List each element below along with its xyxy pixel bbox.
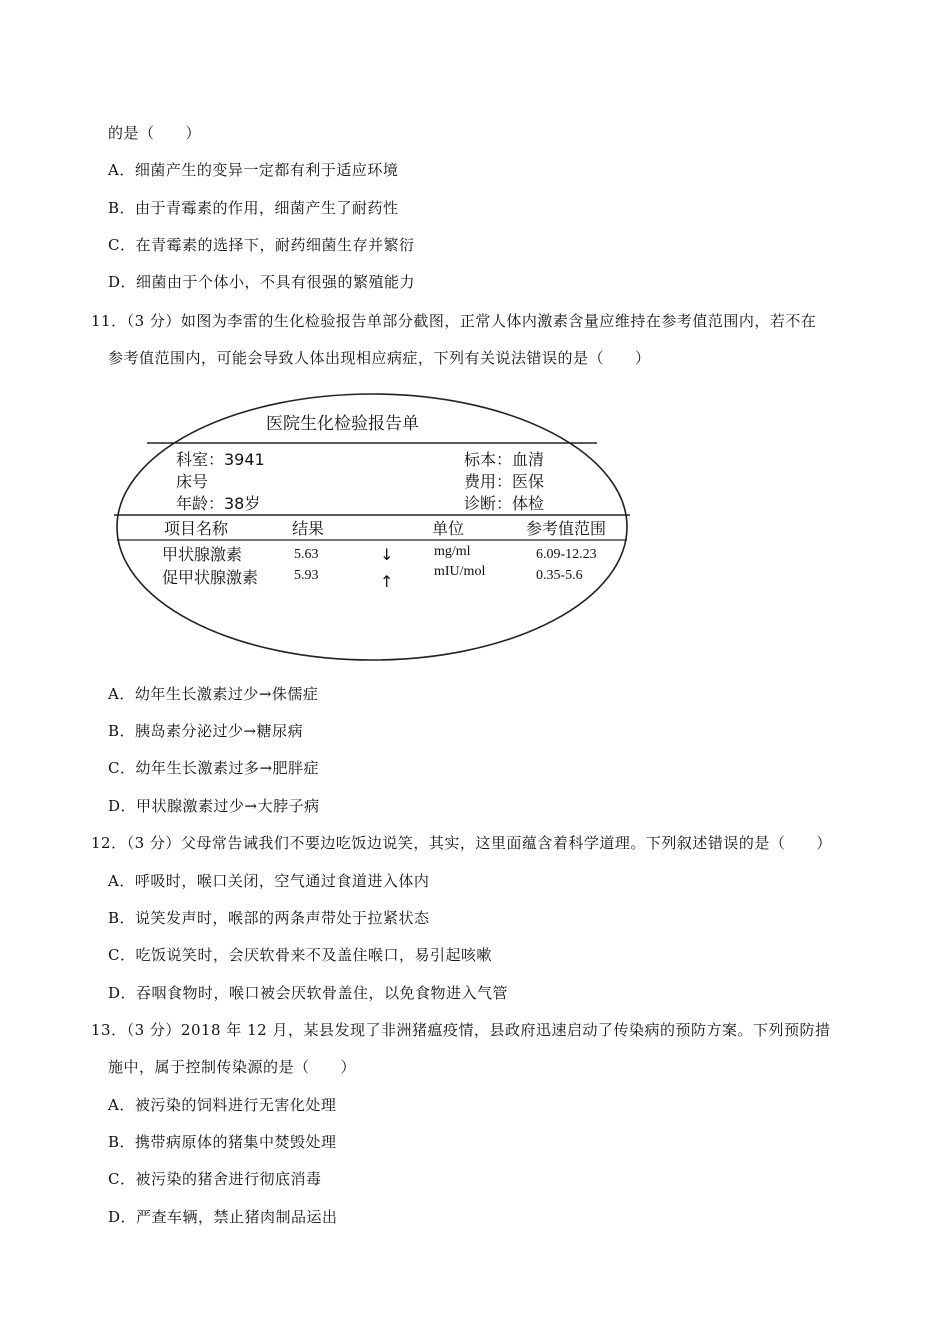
q13-option-d: D．严查车辆，禁止猪肉制品运出: [108, 1208, 338, 1226]
down-arrow-icon: ↓: [380, 545, 394, 564]
report-header-range: 参考值范围: [526, 519, 607, 538]
report-header-unit: 单位: [432, 519, 465, 538]
report-header-item: 项目名称: [164, 519, 229, 538]
q10-option-a: A．细菌产生的变异一定都有利于适应环境: [108, 161, 399, 179]
q10-option-b: B．由于青霉素的作用，细菌产生了耐药性: [108, 199, 399, 217]
q12-option-b: B．说笑发声时，喉部的两条声带处于拉紧状态: [108, 909, 430, 927]
report-dept: 科室：3941: [176, 450, 265, 469]
report-row2-result: 5.93: [294, 568, 319, 583]
q11-option-b: B．胰岛素分泌过少→糖尿病: [108, 722, 304, 740]
q11-option-d: D．甲状腺激素过少→大脖子病: [108, 797, 320, 815]
q13-option-c: C．被污染的猪舍进行彻底消毒: [108, 1170, 322, 1188]
q12-option-a: A．呼吸时，喉口关闭，空气通过食道进入体内: [108, 872, 430, 890]
q10-stem-continuation: 的是（ ）: [108, 124, 202, 142]
q13-option-a: A．被污染的饲料进行无害化处理: [108, 1096, 337, 1114]
q11-option-a: A．幼年生长激素过少→侏儒症: [108, 685, 319, 703]
report-sample: 标本：血清: [464, 450, 545, 469]
report-row2-unit: mIU/mol: [434, 564, 486, 579]
q12-stem: 12．（3 分）父母常告诫我们不要边吃饭边说笑，其实，这里面蕴含着科学道理。下列叙述错误的是（ ）: [91, 834, 832, 852]
report-row1-range: 6.09-12.23: [536, 547, 597, 562]
q11-stem-line2: 参考值范围内，可能会导致人体出现相应病症，下列有关说法错误的是（ ）: [108, 349, 651, 367]
report-row2-item: 促甲状腺激素: [162, 568, 259, 587]
report-diagnosis: 诊断：体检: [464, 494, 545, 513]
report-title: 医院生化检验报告单: [266, 414, 419, 434]
report-bed: 床号: [176, 472, 209, 491]
q13-stem-line2: 施中，属于控制传染源的是（ ）: [108, 1058, 357, 1076]
q11-option-c: C．幼年生长激素过多→肥胖症: [108, 759, 320, 777]
report-row1-item: 甲状腺激素: [162, 545, 243, 564]
up-arrow-icon: ↑: [380, 572, 394, 591]
report-header-result: 结果: [292, 519, 325, 538]
lab-report-figure: [112, 392, 632, 662]
q10-option-d: D．细菌由于个体小，不具有很强的繁殖能力: [108, 273, 416, 291]
q13-stem-line1: 13．（3 分）2018 年 12 月，某县发现了非洲猪瘟疫情，县政府迅速启动了传染病的预防方案。下列预防措: [91, 1021, 831, 1039]
q13-option-b: B．携带病原体的猪集中焚毁处理: [108, 1133, 337, 1151]
q11-stem-line1: 11．（3 分）如图为李雷的生化检验报告单部分截图，正常人体内激素含量应维持在参考值范围内，若不在: [91, 312, 817, 330]
report-age: 年龄：38岁: [176, 494, 261, 513]
q12-option-c: C．吃饭说笑时，会厌软骨来不及盖住喉口，易引起咳嗽: [108, 946, 492, 964]
report-row2-range: 0.35-5.6: [536, 568, 583, 583]
report-row1-unit: mg/ml: [434, 544, 471, 559]
report-row1-result: 5.63: [294, 547, 319, 562]
q10-option-c: C．在青霉素的选择下，耐药细菌生存并繁衍: [108, 236, 415, 254]
report-fee: 费用：医保: [464, 472, 545, 491]
q12-option-d: D．吞咽食物时，喉口被会厌软骨盖住，以免食物进入气管: [108, 984, 509, 1002]
